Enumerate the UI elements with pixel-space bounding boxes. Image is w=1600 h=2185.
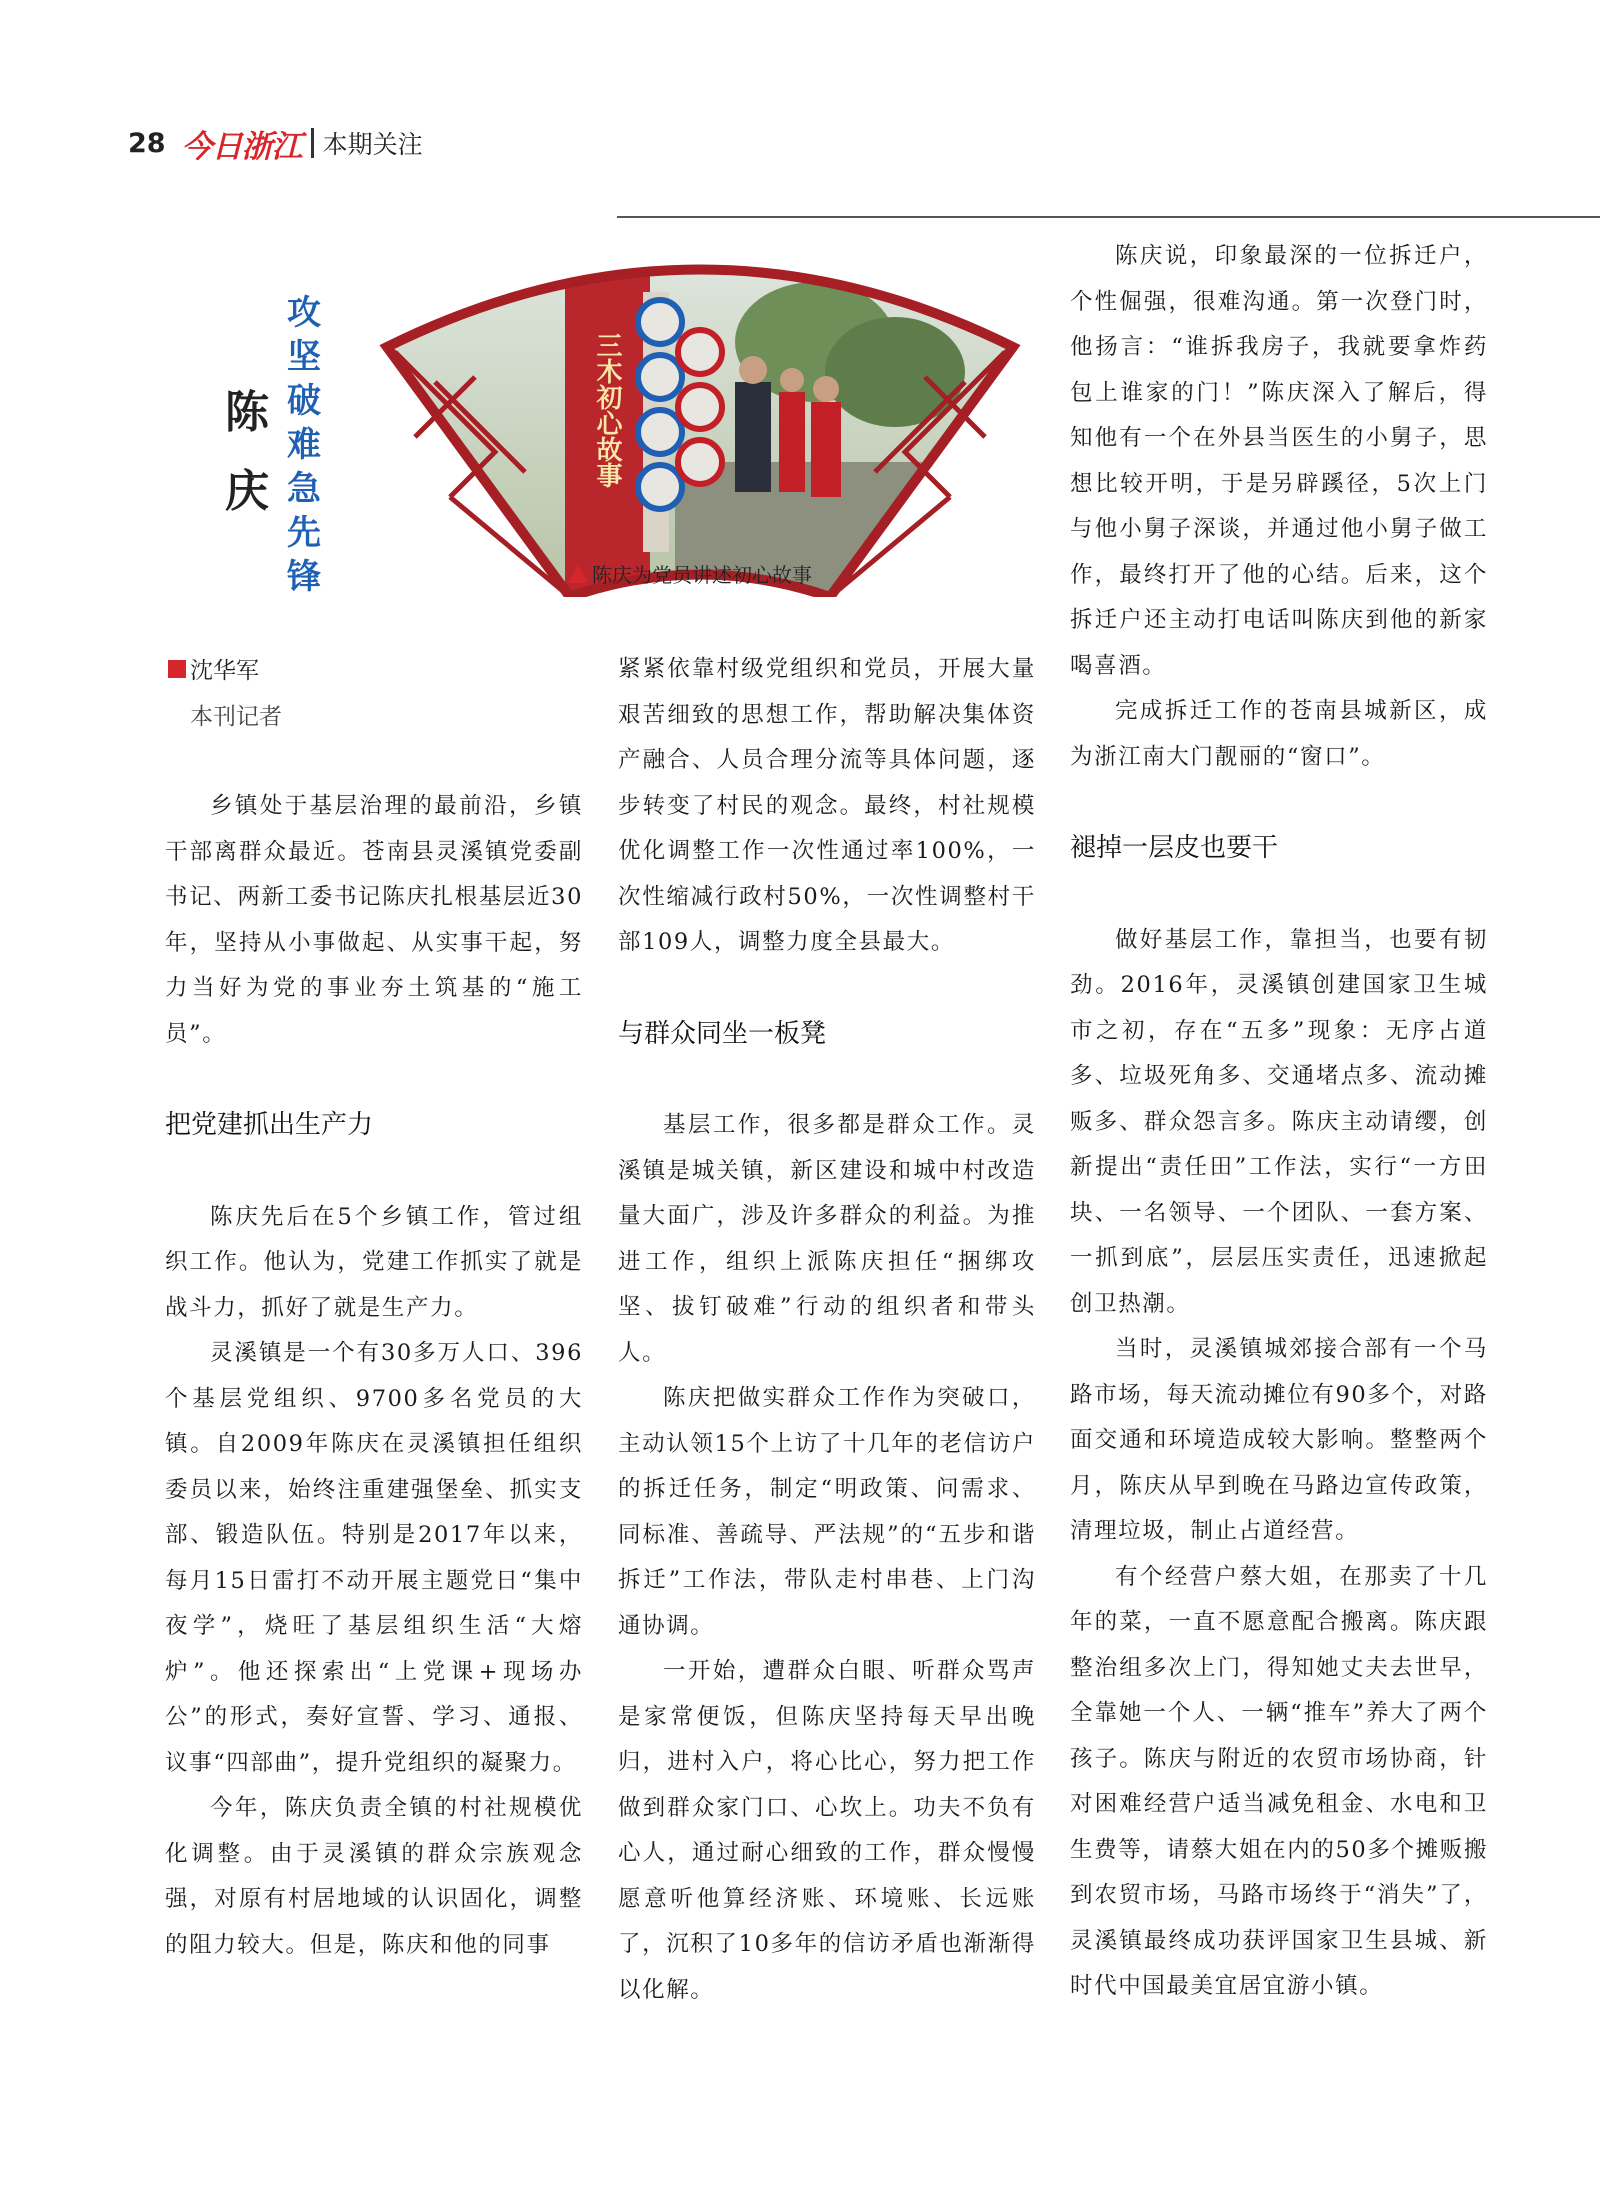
- red-square-icon: [168, 660, 186, 678]
- slogan-char: 坚: [287, 337, 321, 377]
- author-name: 沈华军: [190, 658, 259, 684]
- paragraph: 今年，陈庆负责全镇的村社规模优化调整。由于灵溪镇的群众宗族观念强，对原有村居地域的认识固化，调整的阻力较大。但是，陈庆和他的同事: [165, 1795, 583, 1958]
- paragraph: 乡镇处于基层治理的最前沿，乡镇干部离群众最近。苍南县灵溪镇党委副书记、两新工委书记陈庆扎根基层近30年，坚持从小事做起、从实事干起，努力当好为党的事业夯土筑基的“施工员”。: [165, 793, 583, 1047]
- paragraph: 完成拆迁工作的苍南县城新区，成为浙江南大门靓丽的“窗口”。: [1070, 698, 1488, 770]
- paragraph: 有个经营户蔡大姐，在那卖了十几年的菜，一直不愿意配合搬离。陈庆跟整治组多次上门，得知她丈夫去世早，全靠她一个人、一辆“推车”养大了两个孩子。陈庆与附近的农贸市场协商，针对困难经营户适当减免租金、水电和卫生费等，请蔡大姐在内的50多个摊贩搬到农贸市场，马路市场终于“消失”了，灵溪镇最终成功获评国家卫生县城、新时代中国最美宜居宜游小镇。: [1070, 1563, 1488, 1999]
- slogan-char: 先: [287, 513, 321, 553]
- header-divider: [311, 128, 314, 158]
- page-number: 28: [128, 127, 166, 159]
- subheading: 褪掉一层皮也要干: [1070, 833, 1279, 863]
- page-header: [128, 118, 423, 168]
- subheading: 把党建抓出生产力: [165, 1110, 374, 1140]
- slogan-char: 攻: [287, 293, 321, 333]
- section-name: 本期关注: [322, 130, 423, 159]
- slogan-char: 破: [287, 381, 321, 421]
- paragraph: 陈庆说，印象最深的一位拆迁户，个性倔强，很难沟通。第一次登门时，他扬言：“谁拆我房子，我就要拿炸药包上谁家的门！”陈庆深入了解后，得知他有一个在外县当医生的小舅子，思想比较开明，于是另辟蹊径，5次上门与他小舅子深谈，并通过他小舅子做工作，最终打开了他的心结。后来，这个拆迁户还主动打电话叫陈庆到他的新家喝喜酒。: [1070, 243, 1488, 679]
- paragraph: 做好基层工作，靠担当，也要有韧劲。2016年，灵溪镇创建国家卫生城市之初，存在“五多”现象：无序占道多、垃圾死角多、交通堵点多、流动摊贩多、群众怨言多。陈庆主动请缨，创新提出“责任田”工作法，实行“一方田块、一名领导、一个团队、一套方案、一抓到底”，层层压实责任，迅速掀起创卫热潮。: [1070, 926, 1488, 1317]
- paragraph: 陈庆先后在5个乡镇工作，管过组织工作。他认为，党建工作抓实了就是战斗力，抓好了就是生产力。: [165, 1203, 583, 1321]
- title-name-char: 陈: [225, 387, 269, 438]
- fan-photo: [375, 252, 1025, 597]
- slogan-char: 锋: [287, 557, 321, 597]
- author-role: 本刊记者: [190, 704, 282, 730]
- caption-triangle-icon: [568, 565, 588, 583]
- top-rule: [617, 216, 1600, 218]
- paragraph: 基层工作，很多都是群众工作。灵溪镇是城关镇，新区建设和城中村改造量大面广，涉及许多群众的利益。为推进工作，组织上派陈庆担任“捆绑攻坚、拔钉破难”行动的组织者和带头人。: [618, 1112, 1036, 1366]
- column-2: [618, 647, 1036, 2013]
- sign-text: 三木初心故事: [592, 332, 622, 488]
- author-line: [168, 652, 259, 685]
- subheading: 与群众同坐一板凳: [618, 1018, 827, 1049]
- caption-text: 陈庆为党员讲述初心故事: [592, 563, 812, 587]
- paragraph: 陈庆把做实群众工作作为突破口，主动认领15个上访了十几年的老信访户的拆迁任务，制定“明政策、问需求、同标准、善疏导、严法规”的“五步和谐拆迁”工作法，带队走村串巷、上门沟通协调。: [618, 1385, 1036, 1639]
- paragraph: 一开始，遭群众白眼、听群众骂声是家常便饭，但陈庆坚持每天早出晚归，进村入户，将心比心，努力把工作做到群众家门口、心坎上。功夫不负有心人，通过耐心细致的工作，群众慢慢愿意听他算经济账、环境账、长远账了，沉积了10多年的信访矛盾也渐渐得以化解。: [618, 1658, 1036, 2003]
- photo-caption: [568, 559, 812, 588]
- magazine-logo: 今日浙江: [181, 128, 302, 165]
- slogan-char: 急: [287, 469, 321, 509]
- title-name-char: 庆: [225, 466, 269, 517]
- paragraph: 灵溪镇是一个有30多万人口、396个基层党组织、9700多名党员的大镇。自2009年陈庆在灵溪镇担任组织委员以来，始终注重建强堡垒、抓实支部、锻造队伍。特别是2017年以来，每月15日雷打不动开展主题党日“集中夜学”，烧旺了基层组织生活“大熔炉”。他还探索出“上党课+现场办公”的形式，奏好宣誓、学习、通报、议事“四部曲”，提升党组织的凝聚力。: [165, 1340, 583, 1776]
- column-1: [165, 784, 583, 1968]
- slogan-char: 难: [287, 425, 321, 465]
- paragraph: 当时，灵溪镇城郊接合部有一个马路市场，每天流动摊位有90多个，对路面交通和环境造成较大影响。整整两个月，陈庆从早到晚在马路边宣传政策，清理垃圾，制止占道经营。: [1070, 1336, 1488, 1544]
- paragraph: 紧紧依靠村级党组织和党员，开展大量艰苦细致的思想工作，帮助解决集体资产融合、人员合理分流等具体问题，逐步转变了村民的观念。最终，村社规模优化调整工作一次性通过率100%，一次性缩减行政村50%，一次性调整村干部109人，调整力度全县最大。: [618, 656, 1036, 955]
- column-3: [1070, 234, 1488, 2010]
